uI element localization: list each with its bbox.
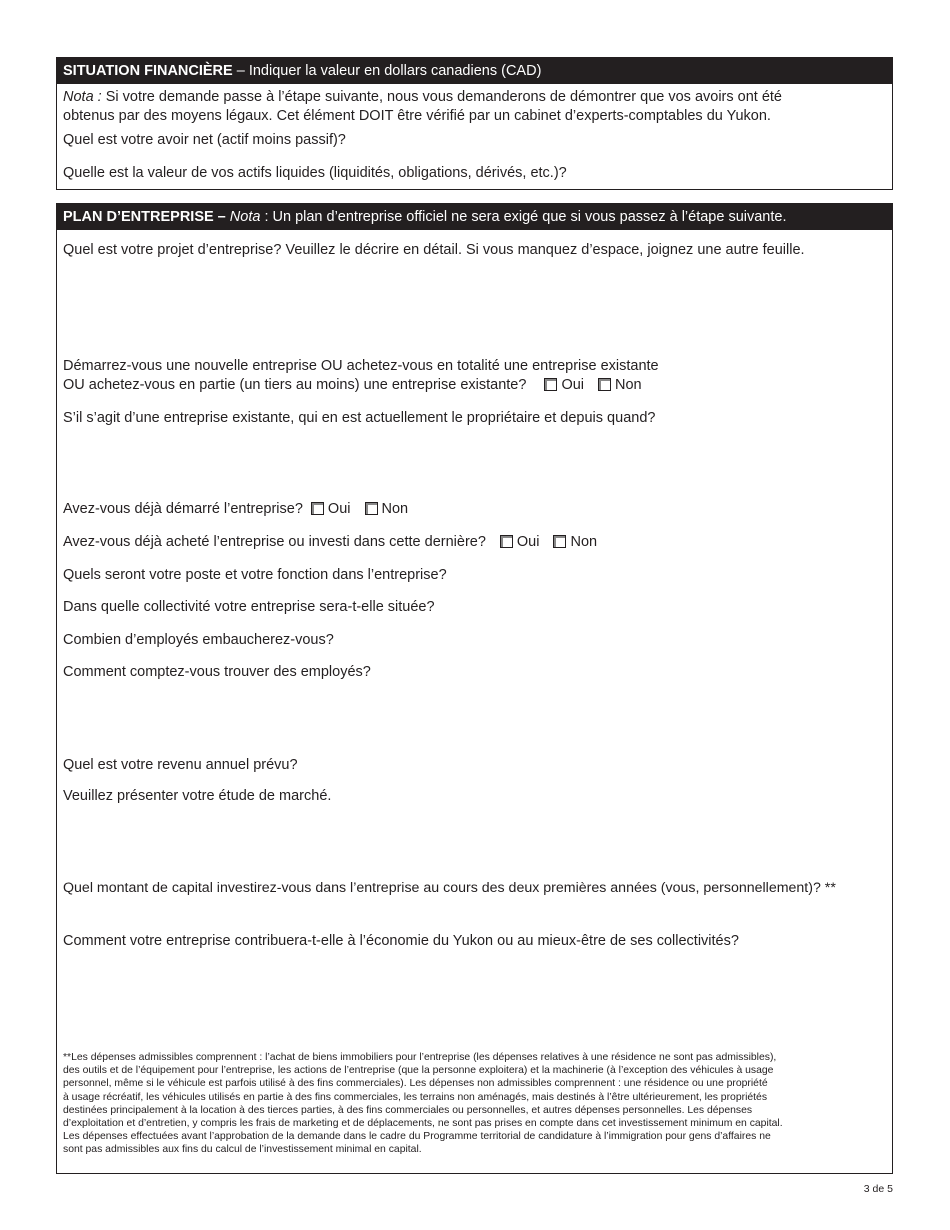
business-plan-header <box>57 204 892 230</box>
question-new-line1: Démarrez-vous une nouvelle entreprise OU achetez-vous en totalité une entreprise existante <box>63 358 659 374</box>
checkbox-started-no[interactable] <box>365 502 378 515</box>
question-role[interactable]: Quels seront votre poste et votre fonction dans l’entreprise? <box>63 567 447 583</box>
question-employees[interactable]: Combien d’employés embaucherez-vous? <box>63 632 334 648</box>
business-plan-section <box>56 203 893 1174</box>
financial-note-line2: obtenus par des moyens légaux. Cet élément DOIT être vérifié par un cabinet d’experts-comptables du Yukon. <box>63 108 771 124</box>
financial-header-title: SITUATION FINANCIÈRE <box>63 63 233 79</box>
checkbox-bought-yes[interactable] <box>500 535 513 548</box>
question-community[interactable]: Dans quelle collectivité votre entreprise sera-t-elle située? <box>63 599 435 615</box>
financial-note-line1: Si votre demande passe à l’étape suivante, nous vous demanderons de démontrer que vos avoirs ont été <box>101 89 782 105</box>
question-revenue[interactable]: Quel est votre revenu annuel prévu? <box>63 757 298 773</box>
checkbox-started-yes[interactable] <box>311 502 324 515</box>
question-market[interactable]: Veuillez présenter votre étude de marché. <box>63 788 332 804</box>
option-new-no[interactable] <box>598 376 642 395</box>
option-new-yes[interactable] <box>544 376 584 395</box>
footnote-line: Les dépenses effectuées avant l’approbation de la demande dans le cadre du Programme territorial de candidature à l’immigration pour gens d’affaires ne <box>63 1131 771 1143</box>
business-plan-header-title: PLAN D’ENTREPRISE – <box>63 209 230 225</box>
footnote-line: d’exploitation et d’entretien, y compris les frais de marketing et de déplacements, ne sont pas prises en compte dans cet investissement minimum en capital. <box>63 1118 783 1130</box>
question-contribution[interactable]: Comment votre entreprise contribuera-t-elle à l’économie du Yukon ou au mieux-être de ses collectivités? <box>63 933 739 949</box>
label-started-no: Non <box>381 501 409 517</box>
financial-header <box>57 58 892 84</box>
checkbox-new-yes[interactable] <box>544 378 557 391</box>
footnote-line: personnel, même si le véhicule est parfois utilisé à des fins commerciales). Les dépenses non admissibles comprennent : une résidence ou une propriété <box>63 1078 768 1090</box>
financial-header-subtitle: – Indiquer la valeur en dollars canadiens (CAD) <box>232 63 542 79</box>
option-bought-no[interactable] <box>553 533 597 552</box>
option-started-no[interactable] <box>365 500 409 519</box>
financial-note <box>63 88 782 126</box>
page-number: 3 de 5 <box>863 1183 893 1195</box>
label-new-no: Non <box>615 377 642 393</box>
question-owner[interactable]: S’il s’agit d’une entreprise existante, qui en est actuellement le propriétaire et depuis quand? <box>63 410 656 426</box>
question-net-worth[interactable]: Quel est votre avoir net (actif moins passif)? <box>63 132 346 148</box>
label-bought-no: Non <box>570 534 598 550</box>
question-started <box>63 500 408 519</box>
question-started-label: Avez-vous déjà démarré l’entreprise? <box>63 501 303 517</box>
option-started-yes[interactable] <box>311 500 351 519</box>
label-started-yes: Oui <box>327 501 351 517</box>
financial-note-label: Nota : <box>63 89 102 105</box>
footnote-line: des outils et de l’équipement pour l’entreprise, les actions de l’entreprise (que la personne exploitera) et la machinerie (à l’exception des véhicules à usage <box>63 1065 774 1077</box>
question-new-or-existing <box>63 357 659 395</box>
option-bought-yes[interactable] <box>500 533 540 552</box>
question-project[interactable]: Quel est votre projet d’entreprise? Veuillez le décrire en détail. Si vous manquez d’espace, joignez une autre feuille. <box>63 242 805 258</box>
question-bought-label: Avez-vous déjà acheté l’entreprise ou investi dans cette dernière? <box>63 534 486 550</box>
footnote-line: destinées principalement à la location à des tierces parties, à des fins commerciales ou personnelles, et autres dépenses personnelles. Les dépenses <box>63 1104 753 1116</box>
checkbox-new-no[interactable] <box>598 378 611 391</box>
footnote-line: à usage récréatif, les véhicules utilisés en partie à des fins commerciales, les terrains non aménagés, mais destinés à l’être ultérieurement, les propriétés <box>63 1091 768 1103</box>
question-new-line2: OU achetez-vous en partie (un tiers au moins) une entreprise existante? <box>63 377 527 393</box>
question-capital[interactable]: Quel montant de capital investirez-vous dans l’entreprise au cours des deux premières années (vous, personnellement)? ** <box>63 880 836 896</box>
label-new-yes: Oui <box>561 377 585 393</box>
question-bought <box>63 533 597 552</box>
business-plan-header-nota: Nota <box>229 209 261 225</box>
footnote-line: sont pas admissibles aux fins du calcul de l’investissement minimal en capital. <box>63 1144 422 1156</box>
question-find-employees[interactable]: Comment comptez-vous trouver des employés? <box>63 664 371 680</box>
question-liquid-assets[interactable]: Quelle est la valeur de vos actifs liquides (liquidités, obligations, dérivés, etc.)? <box>63 165 567 181</box>
footnote-line: **Les dépenses admissibles comprennent : l’achat de biens immobiliers pour l’entreprise (les dépenses relatives à une résidence ne sont pas admissibles), <box>63 1052 777 1063</box>
business-plan-header-subtitle: : Un plan d’entreprise officiel ne sera exigé que si vous passez à l’étape suivante. <box>260 209 787 225</box>
footnote <box>63 1051 888 1157</box>
label-bought-yes: Oui <box>516 534 540 550</box>
checkbox-bought-no[interactable] <box>553 535 566 548</box>
